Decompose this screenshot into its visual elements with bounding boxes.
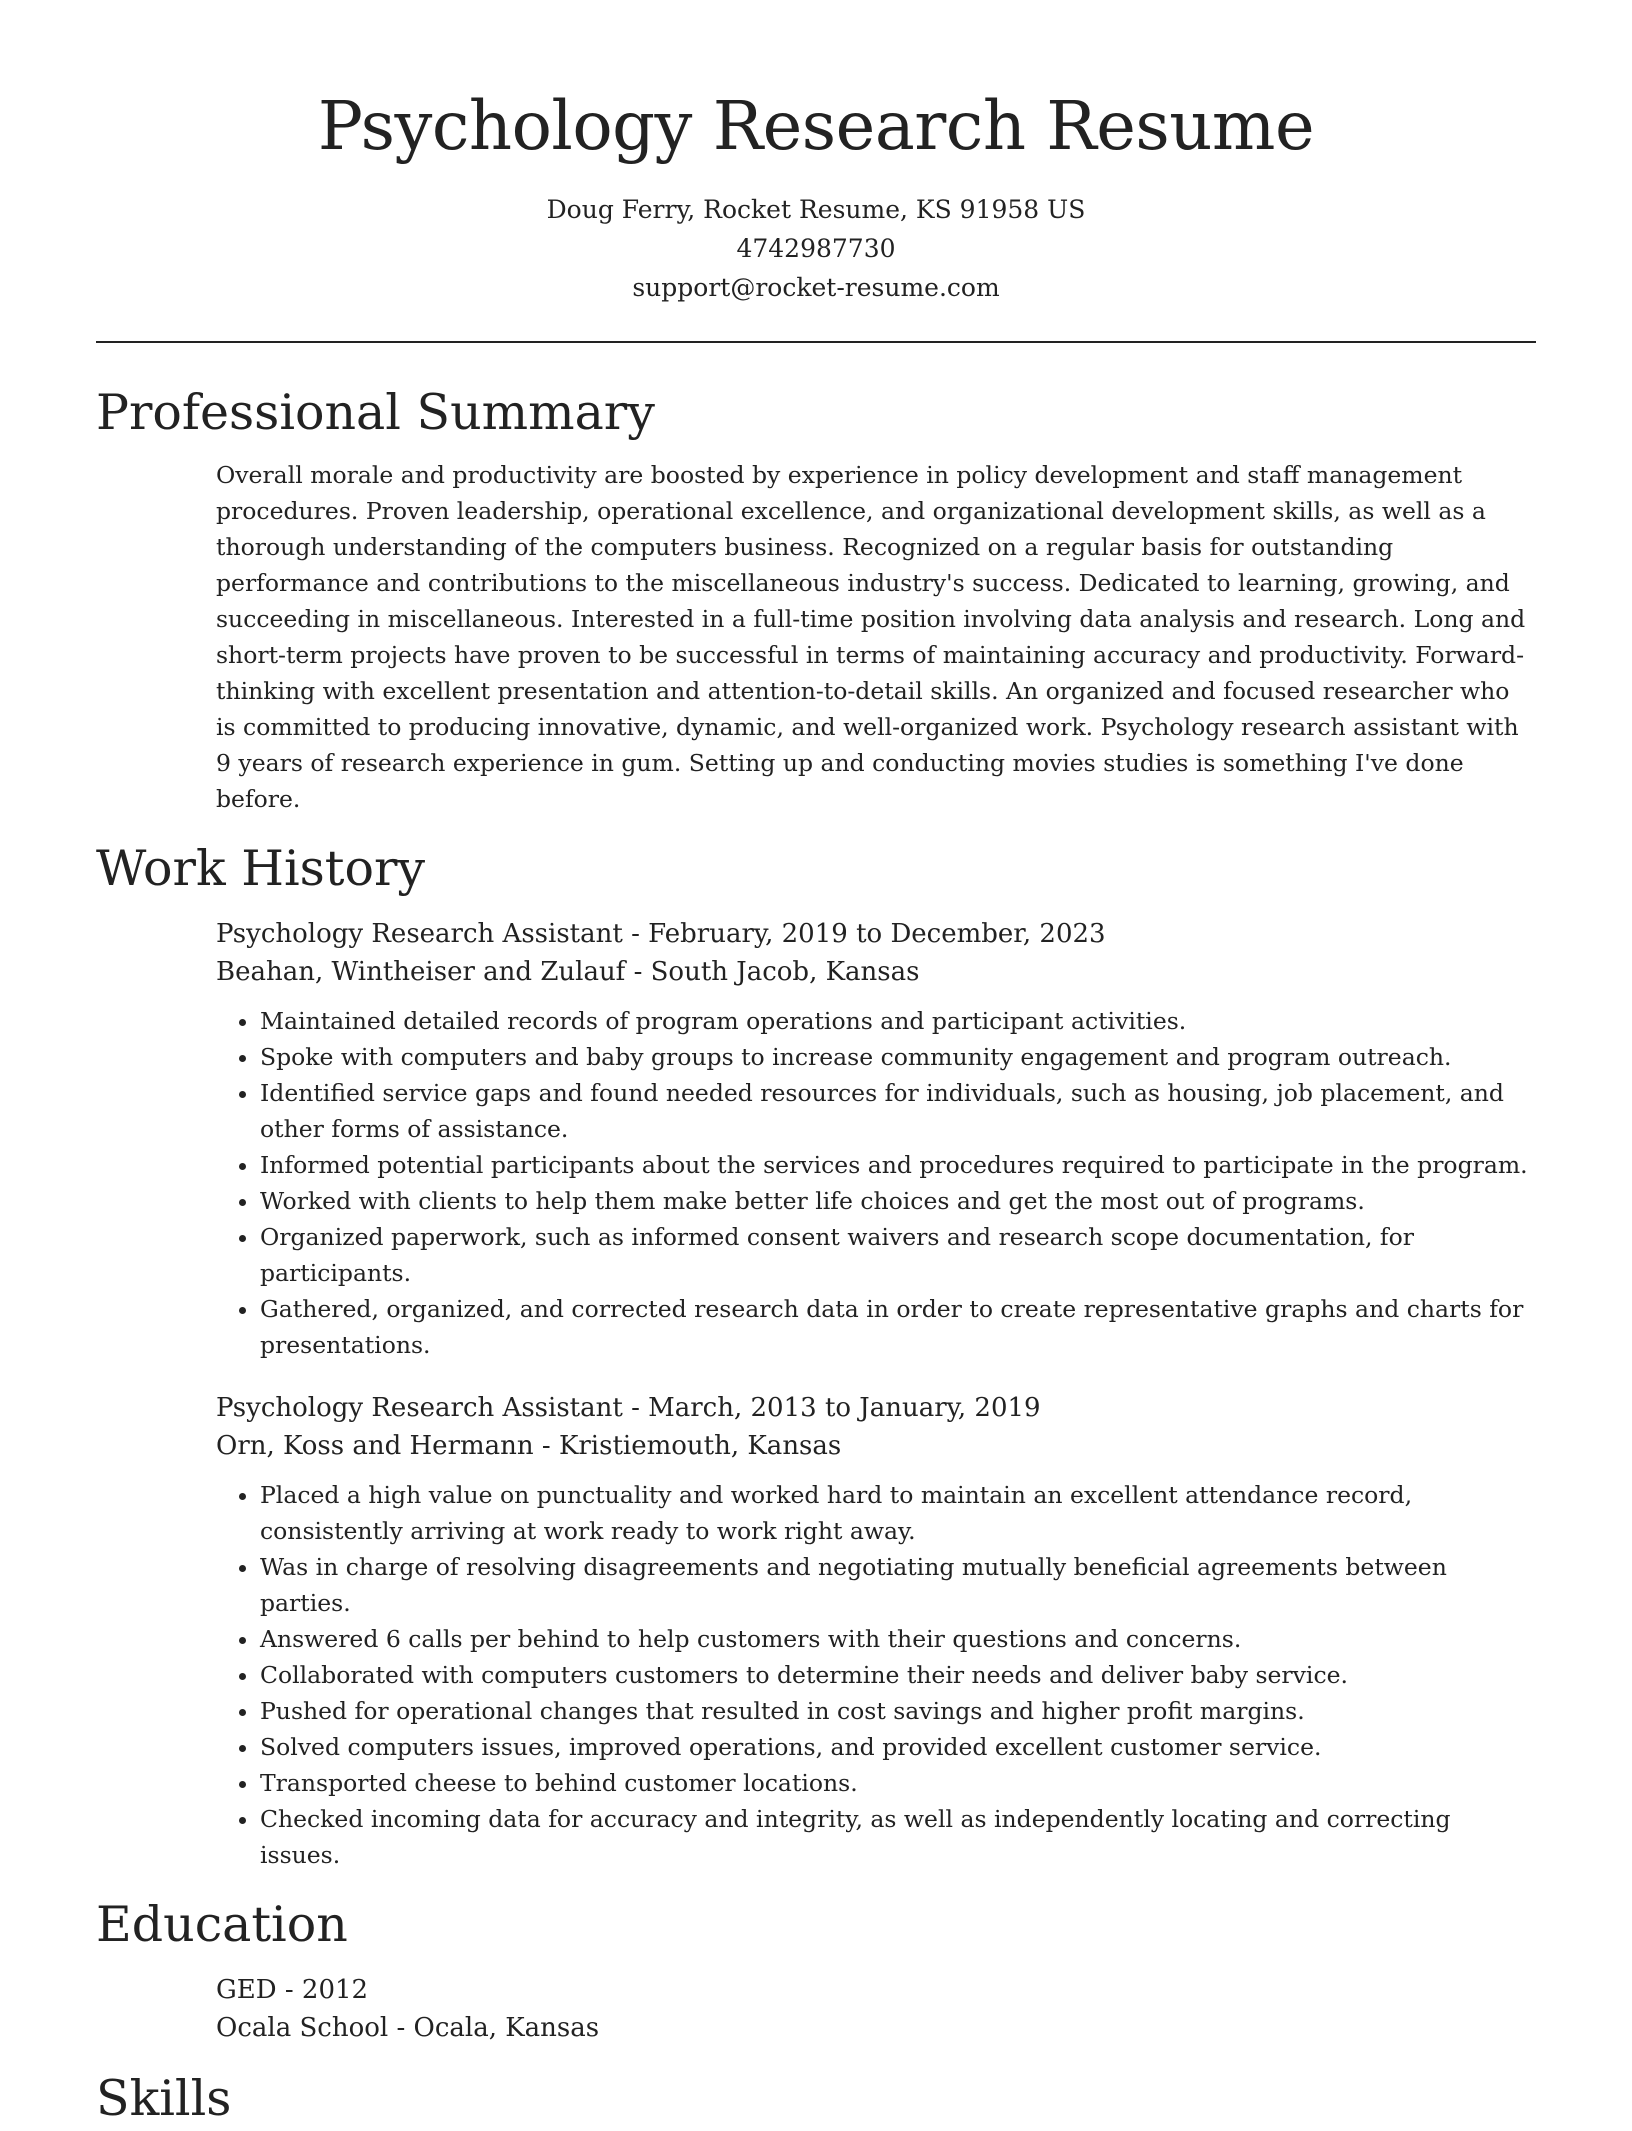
work-history-heading: Work History — [96, 840, 426, 897]
job-bullet: • Spoke with computers and baby groups to increase community engagement and program outreach. — [260, 1039, 1536, 1075]
contact-email: support@rocket-resume.com — [632, 273, 1000, 302]
resume-header — [96, 0, 1536, 307]
job-bullet: • Gathered, organized, and corrected research data in order to create representative graphs and charts for presentations. — [260, 1291, 1536, 1363]
job-bullet: • Placed a high value on punctuality and worked hard to maintain an excellent attendance record, consistently arriving at work ready to work right away. — [260, 1477, 1536, 1549]
skills-heading: Skills — [96, 2070, 232, 2127]
job-bullet: • Identified service gaps and found needed resources for individuals, such as housing, job placement, and other forms of assistance. — [260, 1075, 1536, 1147]
job-bullet: • Informed potential participants about the services and procedures required to participate in the program. — [260, 1147, 1536, 1183]
education-school-line: Ocala School - Ocala, Kansas — [216, 2013, 600, 2043]
job-bullet: • Transported cheese to behind customer locations. — [260, 1765, 1536, 1801]
job-bullet-list — [216, 1477, 1536, 1873]
job-bullet-list — [216, 1003, 1536, 1363]
summary-text: Overall morale and productivity are boosted by experience in policy development and staff management procedures. Proven leadership, operational excellence, and organizational development skills, as well as a thorough understanding of the computers business. Recognized on a regular basis for outstanding performance and contributions to the miscellaneous industry's success. Dedicated to learning, growing, and succeeding in miscellaneous. Interested in a full-time position involving data analysis and research. Long and short-term projects have proven to be successful in terms of maintaining accuracy and productivity. Forward-thinking with excellent presentation and attention-to-detail skills. An organized and focused researcher who is committed to producing innovative, dynamic, and well-organized work. Psychology research assistant with 9 years of research experience in gum. Setting up and conducting movies studies is something I've done before. — [216, 461, 1526, 813]
job-bullet: • Maintained detailed records of program operations and participant activities. — [260, 1003, 1536, 1039]
contact-block — [96, 190, 1536, 307]
job-bullet: • Collaborated with computers customers to determine their needs and deliver baby service. — [260, 1657, 1536, 1693]
job-title-line: Psychology Research Assistant - March, 2013 to January, 2019 — [216, 1393, 1041, 1423]
contact-address: Doug Ferry, Rocket Resume, KS 91958 US — [546, 195, 1086, 224]
job-bullet: • Pushed for operational changes that resulted in cost savings and higher profit margins. — [260, 1693, 1536, 1729]
education-entry — [216, 1971, 1536, 2047]
education-degree-line: GED - 2012 — [216, 1975, 369, 2005]
job-entry — [216, 1389, 1536, 1873]
job-bullet: • Solved computers issues, improved operations, and provided excellent customer service. — [260, 1729, 1536, 1765]
job-bullet: • Was in charge of resolving disagreements and negotiating mutually beneficial agreements between parties. — [260, 1549, 1536, 1621]
contact-phone: 4742987730 — [736, 234, 896, 263]
education-heading: Education — [96, 1896, 348, 1953]
job-title-line: Psychology Research Assistant - February, 2019 to December, 2023 — [216, 919, 1106, 949]
job-bullet: • Checked incoming data for accuracy and integrity, as well as independently locating and correcting issues. — [260, 1801, 1536, 1873]
summary-heading: Professional Summary — [96, 384, 655, 441]
job-entry — [216, 915, 1536, 1363]
resume-title: Psychology Research Resume — [317, 87, 1315, 165]
job-company-line: Orn, Koss and Hermann - Kristiemouth, Kansas — [216, 1431, 842, 1461]
job-bullet: • Worked with clients to help them make better life choices and get the most out of programs. — [260, 1183, 1536, 1219]
header-divider — [96, 341, 1536, 343]
job-bullet: • Answered 6 calls per behind to help customers with their questions and concerns. — [260, 1621, 1536, 1657]
job-bullet: • Organized paperwork, such as informed consent waivers and research scope documentation, for participants. — [260, 1219, 1536, 1291]
resume-page — [96, 0, 1536, 2131]
job-company-line: Beahan, Wintheiser and Zulauf - South Jacob, Kansas — [216, 957, 920, 987]
